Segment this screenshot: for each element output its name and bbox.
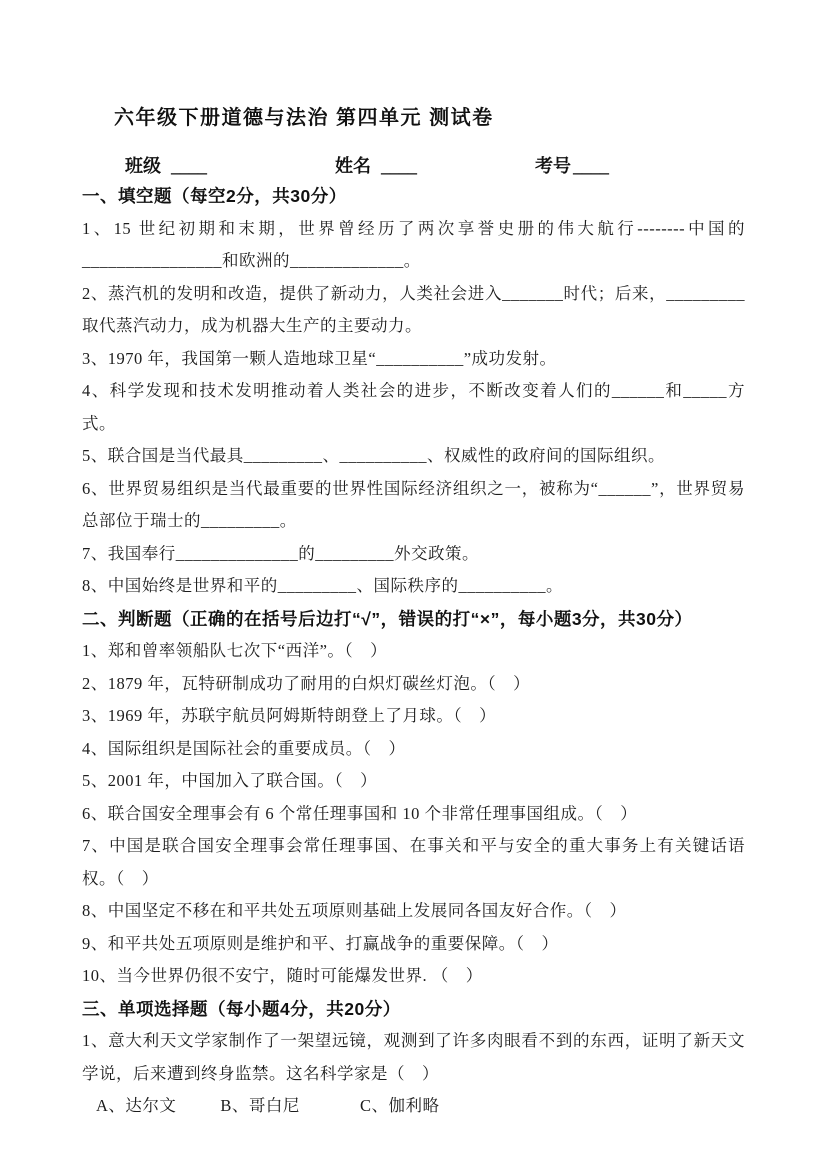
fill-blank-question-7: 7、我国奉行______________的_________外交政策。 <box>82 543 479 563</box>
multiple-choice-question-1: 1、意大利天文学家制作了一架望远镜，观测到了许多肉眼看不到的东西，证明了新天文学说，后来遭到终身监禁。这名科学家是（ ） <box>82 1031 745 1083</box>
class-label: 班级 <box>125 156 161 176</box>
true-false-question-7: 7、中国是联合国安全理事会常任理事国、在事关和平与安全的重大事务上有关键话语权。（ ） <box>82 836 745 888</box>
true-false-question-6: 6、联合国安全理事会有 6 个常任理事国和 10 个非常任理事国组成。（ ） <box>82 803 638 823</box>
class-field <box>125 152 207 180</box>
exam-number-label: 考号 <box>535 156 571 176</box>
name-label: 姓名 <box>335 156 371 176</box>
true-false-question-9: 9、和平共处五项原则是维护和平、打赢战争的重要保障。（ ） <box>82 933 559 953</box>
true-false-question-2: 2、1879 年，瓦特研制成功了耐用的白炽灯碳丝灯泡。（ ） <box>82 673 531 693</box>
fill-blank-question-5: 5、联合国是当代最具_________、__________、权威性的政府间的国际组织。 <box>82 446 665 465</box>
exam-number-blank-line: ____ <box>573 156 609 176</box>
page-title: 六年级下册道德与法治 第四单元 测试卷 <box>114 107 494 129</box>
fill-blank-question-6: 6、世界贸易组织是当代最重要的世界性国际经济组织之一，被称为“______”，世界贸易总部位于瑞士的_________。 <box>82 478 745 530</box>
name-blank-line: ____ <box>381 156 417 176</box>
fill-blank-question-4: 4、科学发现和技术发明推动着人类社会的进步，不断改变着人们的______和_____方式。 <box>82 381 745 433</box>
exam-number-field <box>535 152 609 180</box>
name-field <box>335 152 417 180</box>
student-info-row <box>82 152 745 180</box>
true-false-question-10: 10、当今世界仍很不安宁，随时可能爆发世界. （ ） <box>82 966 483 985</box>
true-false-question-1: 1、郑和曾率领船队七次下“西洋”。（ ） <box>82 641 388 660</box>
fill-blank-question-3: 3、1970 年，我国第一颗人造地球卫星“__________”成功发射。 <box>82 348 557 368</box>
class-blank-line: ____ <box>171 156 207 176</box>
option-a: A、达尔文 <box>96 1096 177 1115</box>
true-false-question-8: 8、中国坚定不移在和平共处五项原则基础上发展同各国友好合作。（ ） <box>82 901 627 920</box>
true-false-section-heading: 二、判断题（正确的在括号后边打“√”，错误的打“×”，每小题3分，共30分） <box>82 608 693 629</box>
fill-blank-question-2: 2、蒸汽机的发明和改造，提供了新动力，人类社会进入_______时代；后来，_________取代蒸汽动力，成为机器大生产的主要动力。 <box>82 283 745 335</box>
multiple-choice-section-heading: 三、单项选择题（每小题4分，共20分） <box>82 998 401 1019</box>
choice-options-row <box>82 1090 745 1123</box>
option-b: B、哥白尼 <box>220 1096 300 1115</box>
fill-blank-question-1: 1、15 世纪初期和末期，世界曾经历了两次享誉史册的伟大航行--------中国的________________和欧洲的_____________。 <box>82 218 745 270</box>
true-false-question-4: 4、国际组织是国际社会的重要成员。（ ） <box>82 738 406 758</box>
true-false-question-3: 3、1969 年，苏联宇航员阿姆斯特朗登上了月球。（ ） <box>82 706 497 725</box>
fill-blank-section-heading: 一、填空题（每空2分，共30分） <box>82 186 347 206</box>
fill-blank-question-8: 8、中国始终是世界和平的_________、国际秩序的__________。 <box>82 576 563 595</box>
true-false-question-5: 5、2001 年，中国加入了联合国。（ ） <box>82 771 378 790</box>
option-c: C、伽利略 <box>359 1096 440 1115</box>
